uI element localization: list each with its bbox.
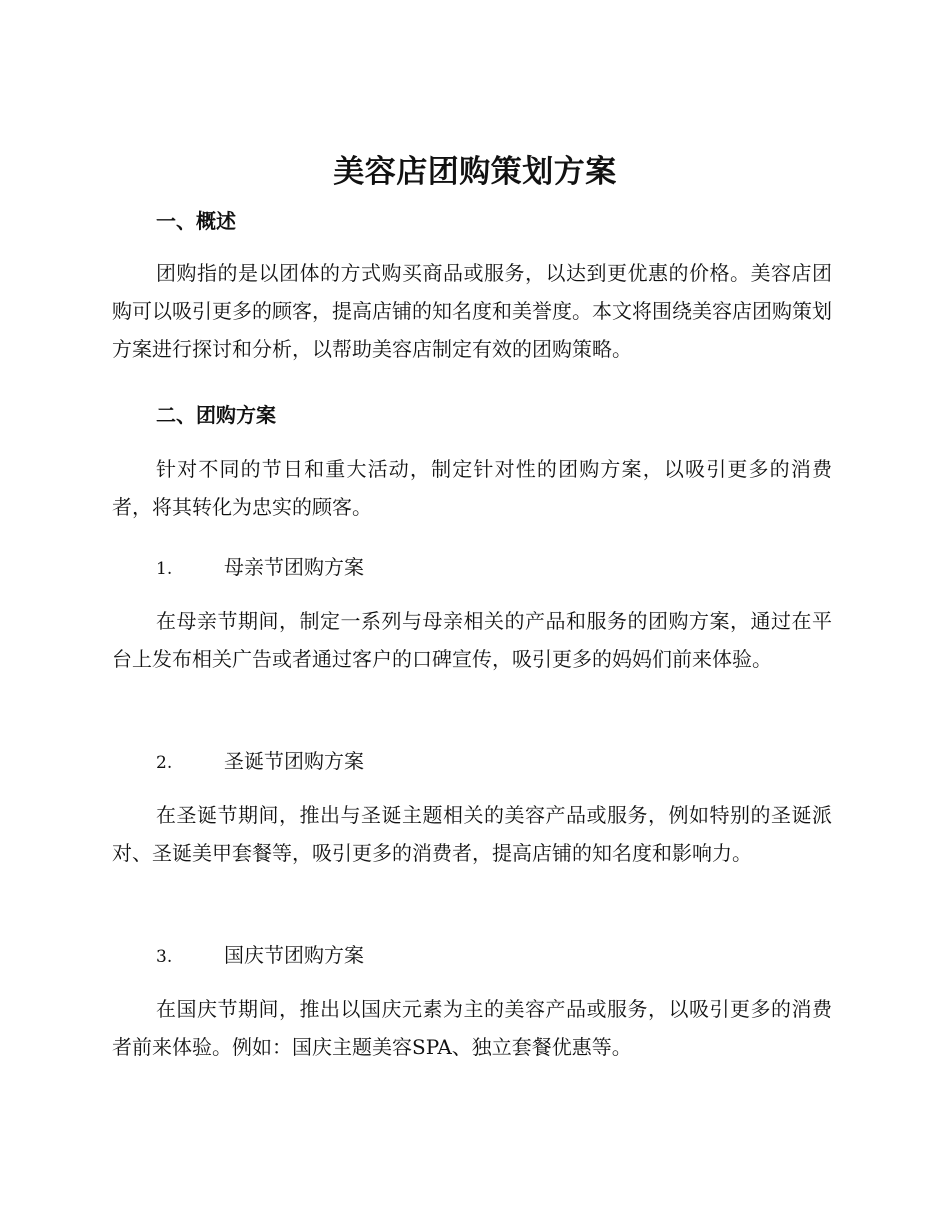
- christmas-paragraph: 在圣诞节期间，推出与圣诞主题相关的美容产品或服务，例如特别的圣诞派对、圣诞美甲套餐等，吸引更多的消费者，提高店铺的知名度和影响力。: [112, 803, 832, 865]
- overview-paragraph: 团购指的是以团体的方式购买商品或服务，以达到更优惠的价格。美容店团购可以吸引更多的顾客，提高店铺的知名度和美誉度。本文将围绕美容店团购策划方案进行探讨和分析，以帮助美容店制定有效的团购策略。: [112, 261, 832, 361]
- list-item-title: 母亲节团购方案: [224, 555, 364, 579]
- section-heading-overview: 一、概述: [156, 209, 236, 233]
- list-item-title: 国庆节团购方案: [224, 943, 364, 967]
- plan-intro-paragraph: 针对不同的节日和重大活动，制定针对性的团购方案，以吸引更多的消费者，将其转化为忠实的顾客。: [112, 457, 832, 519]
- national-day-paragraph: 在国庆节期间，推出以国庆元素为主的美容产品或服务，以吸引更多的消费者前来体验。例如：国庆主题美容SPA、独立套餐优惠等。: [112, 997, 832, 1059]
- section-heading-group-buying-plan: 二、团购方案: [156, 403, 276, 427]
- list-item-mothers-day: [156, 552, 364, 584]
- document-title: 美容店团购策划方案: [333, 154, 617, 190]
- mothers-day-paragraph: 在母亲节期间，制定一系列与母亲相关的产品和服务的团购方案，通过在平台上发布相关广告或者通过客户的口碑宣传，吸引更多的妈妈们前来体验。: [112, 609, 832, 671]
- list-item-national-day: [156, 940, 364, 972]
- list-number: 3.: [156, 947, 173, 967]
- list-item-christmas: [156, 746, 364, 778]
- list-number: 2.: [156, 753, 173, 773]
- list-number: 1.: [156, 559, 173, 579]
- list-item-title: 圣诞节团购方案: [224, 749, 364, 773]
